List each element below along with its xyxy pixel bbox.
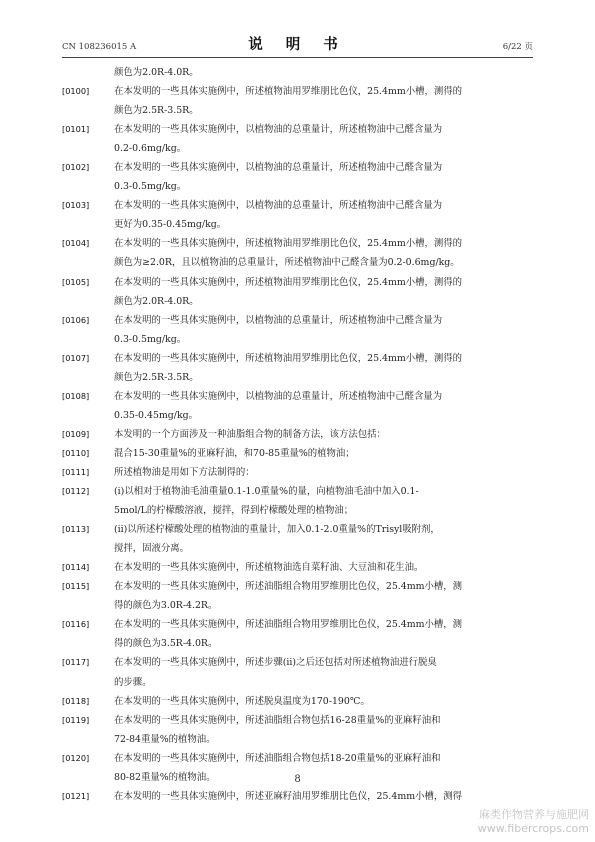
paragraph-number: [0119] [62,714,90,725]
paragraph-text: 颜色为≥2.0R，且以植物油的总重量计，所述植物油中己醛含量为0.2-0.6mg/kg。 [114,257,460,269]
paragraph-text: 在本发明的一些具体实施例中，所述步骤(ii)之后还包括对所述植物油进行脱臭 [114,657,437,669]
paragraph-text: 0.2-0.6mg/kg。 [114,143,187,155]
paragraph-text: 0.3-0.5mg/kg。 [114,181,187,193]
paragraph-text: 在本发明的一些具体实施例中，所述植物油用罗维朋比色仪，25.4mm小槽，测得的 [114,238,463,250]
paragraph-text: 72-84重量%的植物油。 [114,733,216,745]
paragraph-text: 所述植物油是用如下方法制得的： [114,466,255,478]
paragraph-text: (ii)以所述柠檬酸处理的植物油的重量计，加入0.1-2.0重量%的Trisyl吸附剂， [114,524,440,536]
publication-number: CN 108236015 A [62,42,137,52]
paragraph-text: 0.3-0.5mg/kg。 [114,333,187,345]
text-line [62,749,533,768]
text-line [62,273,533,292]
paragraph-text: 在本发明的一些具体实施例中，所述植物油选自菜籽油、大豆油和花生油。 [114,562,424,574]
text-line [62,577,533,596]
text-line [62,177,533,196]
text-line [62,120,533,139]
paragraph-number: [0111] [62,466,90,477]
text-line [62,101,533,120]
paragraph-text: 在本发明的一些具体实施例中，所述油脂组合物包括18-20重量%的亚麻籽油和 [114,752,441,764]
paragraph-number: [0116] [62,619,90,630]
text-line [62,463,533,482]
paragraph-text: 颜色为2.5R-3.5R。 [114,371,199,383]
text-line [62,539,533,558]
text-line [62,63,533,82]
paragraph-number: [0109] [62,428,90,439]
paragraph-number: [0101] [62,124,90,135]
paragraph-number: [0114] [62,562,90,573]
text-line [62,82,533,101]
paragraph-number: [0117] [62,657,90,668]
paragraph-text: 在本发明的一些具体实施例中，以植物油的总重量计，所述植物油中己醛含量为 [114,200,443,212]
text-line [62,730,533,749]
paragraph-text: 在本发明的一些具体实施例中，所述油脂组合物用罗维朋比色仪，25.4mm小槽，测 [114,619,463,631]
text-line [62,673,533,692]
paragraph-number: [0103] [62,200,90,211]
paragraph-text: 混合15-30重量%的亚麻籽油，和70-85重量%的植物油； [114,447,355,459]
text-line [62,425,533,444]
paragraph-number: [0106] [62,314,90,325]
paragraph-text: 在本发明的一些具体实施例中，所述植物油用罗维朋比色仪，25.4mm小槽，测得的 [114,352,463,364]
paragraph-number: [0120] [62,752,90,763]
paragraph-number: [0107] [62,352,90,363]
paragraph-text: 颜色为2.5R-3.5R。 [114,105,199,117]
site-watermark [478,808,589,836]
text-line [62,444,533,463]
text-line [62,787,533,806]
page-number: 8 [294,774,301,785]
text-line [62,558,533,577]
text-line [62,596,533,615]
text-line [62,158,533,177]
text-line [62,387,533,406]
page-header [62,34,533,56]
text-line [62,311,533,330]
paragraph-number: [0112] [62,486,90,497]
paragraph-number: [0113] [62,524,90,535]
paragraph-number: [0105] [62,276,90,287]
header-rule [62,57,533,58]
text-line [62,615,533,634]
text-line [62,292,533,311]
watermark-site-name: 麻类作物营养与施肥网 [479,808,589,821]
paragraph-text: (i)以相对于植物油毛油重量0.1-1.0重量%的量，向植物油毛油中加入0.1- [114,486,419,498]
text-line [62,234,533,253]
paragraph-text: 本发明的一个方面涉及一种油脂组合物的制备方法，该方法包括： [114,428,386,440]
paragraph-number: [0104] [62,238,90,249]
paragraph-number: [0118] [62,695,90,706]
text-line [62,215,533,234]
text-line [62,711,533,730]
text-line [62,692,533,711]
paragraph-text: 在本发明的一些具体实施例中，所述油脂组合物包括16-28重量%的亚麻籽油和 [114,714,441,726]
paragraph-text: 在本发明的一些具体实施例中，所述亚麻籽油用罗维朋比色仪，25.4mm小槽，测得 [114,790,463,802]
paragraph-text: 0.35-0.45mg/kg。 [114,409,199,421]
paragraph-text: 在本发明的一些具体实施例中，所述脱臭温度为170-190℃。 [114,695,370,707]
paragraph-text: 在本发明的一些具体实施例中，以植物油的总重量计，所述植物油中己醛含量为 [114,162,443,174]
paragraph-number: [0108] [62,390,90,401]
paragraph-number: [0121] [62,790,90,801]
paragraph-number: [0115] [62,581,90,592]
paragraph-text: 在本发明的一些具体实施例中，所述植物油用罗维朋比色仪，25.4mm小槽，测得的 [114,86,463,98]
paragraph-text: 得的颜色为3.5R-4.0R。 [114,638,218,650]
paragraph-text: 在本发明的一些具体实施例中，以植物油的总重量计，所述植物油中己醛含量为 [114,390,443,402]
paragraph-text: 在本发明的一些具体实施例中，所述油脂组合物用罗维朋比色仪，25.4mm小槽，测 [114,581,463,593]
document-body [62,63,533,806]
text-line [62,368,533,387]
paragraph-text: 颜色为2.0R-4.0R。 [114,295,199,307]
paragraph-number: [0100] [62,86,90,97]
paragraph-number: [0102] [62,162,90,173]
text-line [62,196,533,215]
paragraph-text: 更好为0.35-0.45mg/kg。 [114,219,227,231]
paragraph-text: 80-82重量%的植物油。 [114,771,216,783]
watermark-url: www.fibercrops.com [477,822,589,835]
paragraph-number: [0110] [62,447,90,458]
paragraph-text: 在本发明的一些具体实施例中，以植物油的总重量计，所述植物油中己醛含量为 [114,314,443,326]
text-line [62,482,533,501]
text-line [62,634,533,653]
text-line [62,653,533,672]
paragraph-text: 搅拌，固液分离。 [114,543,190,555]
text-line [62,330,533,349]
text-line [62,501,533,520]
document-title: 说 明 书 [248,36,347,53]
paragraph-text: 在本发明的一些具体实施例中，所述植物油用罗维朋比色仪，25.4mm小槽，测得的 [114,276,463,288]
paragraph-text: 得的颜色为3.0R-4.2R。 [114,600,218,612]
paragraph-text: 5mol/L的柠檬酸溶液，搅拌，得到柠檬酸处理的植物油； [114,505,354,517]
page-info: 6/22 页 [502,42,533,52]
paragraph-text: 在本发明的一些具体实施例中，以植物油的总重量计，所述植物油中己醛含量为 [114,124,443,136]
paragraph-text: 颜色为2.0R-4.0R。 [114,67,199,78]
text-line [62,520,533,539]
text-line [62,253,533,272]
text-line [62,406,533,425]
paragraph-text: 的步骤。 [114,676,152,688]
text-line [62,139,533,158]
text-line [62,349,533,368]
